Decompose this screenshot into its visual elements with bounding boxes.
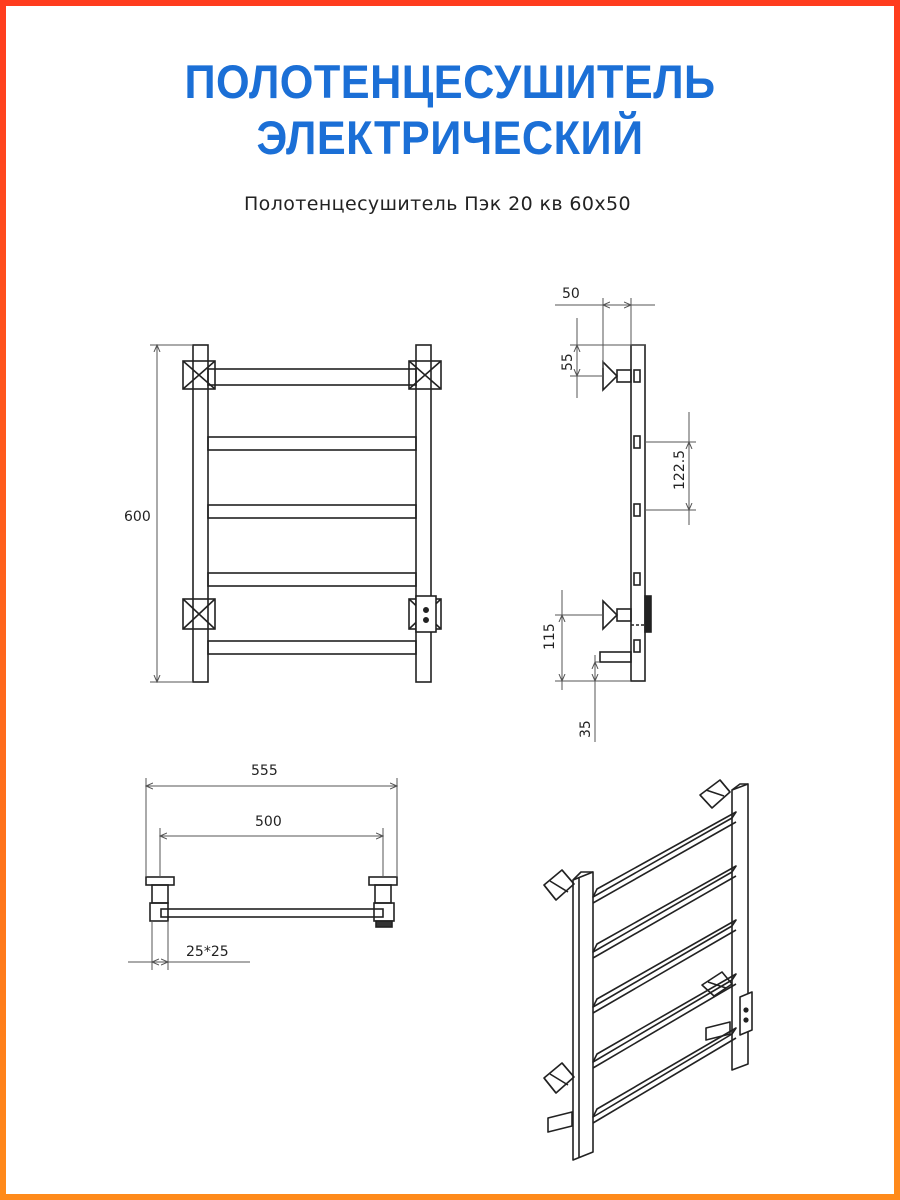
front-bar-4	[208, 573, 416, 586]
front-mount-bottom-left	[183, 599, 215, 629]
iso-mount-bottom-left	[544, 1063, 574, 1093]
side-bar-end-3	[634, 573, 640, 585]
iso-left-post	[573, 872, 593, 1160]
isometric-view	[544, 780, 752, 1160]
side-mount-bottom-stem	[617, 609, 631, 621]
side-dimensions	[555, 298, 696, 742]
title-line-2: ЭЛЕКТРИЧЕСКИЙ	[256, 111, 644, 164]
front-height-label: 600	[124, 509, 151, 525]
top-dimensions	[128, 778, 397, 970]
front-bar-3	[208, 505, 416, 518]
mount-width-label: 500	[255, 814, 282, 830]
top-view-bar	[161, 909, 383, 917]
front-height-dimension	[150, 345, 193, 682]
side-bar-spacing-label: 122.5	[672, 449, 688, 490]
side-depth-label: 50	[562, 286, 580, 302]
side-mount-top-flange	[603, 362, 617, 390]
iso-foot-left	[548, 1112, 572, 1132]
side-bar-end-2	[634, 504, 640, 516]
front-mount-top-left	[183, 361, 215, 389]
overall-width-label: 555	[251, 763, 278, 779]
front-mount-top-right	[409, 361, 441, 389]
title-line-1: ПОЛОТЕНЦЕСУШИТЕЛЬ	[184, 55, 716, 108]
side-bottom-foot	[600, 652, 631, 662]
side-lower-mount-label: 115	[542, 623, 558, 650]
side-mount-top-stem	[617, 370, 631, 382]
profile-size-label: 25*25	[186, 944, 229, 960]
side-post	[631, 345, 645, 681]
side-view	[600, 345, 651, 681]
front-bar-5	[208, 641, 416, 654]
top-heater-cap	[376, 921, 392, 927]
iso-heater-box	[740, 992, 752, 1035]
side-mount-bottom-flange	[603, 601, 617, 629]
product-subtitle: Полотенцесушитель Пэк 20 кв 60х50	[244, 193, 632, 215]
front-view	[183, 345, 441, 682]
front-mount-bottom-right	[409, 596, 441, 632]
iso-mount-bottom-right	[702, 972, 732, 996]
iso-mount-top-left	[544, 870, 574, 900]
top-left-mount-plate	[146, 877, 174, 885]
top-right-mount-plate	[369, 877, 397, 885]
side-bar-end-4	[634, 640, 640, 652]
iso-mount-top-right	[700, 780, 730, 808]
side-top-offset-label: 55	[560, 353, 576, 371]
front-left-post	[193, 345, 208, 682]
iso-bars	[593, 812, 736, 1123]
top-view	[146, 877, 397, 927]
side-bar-end-1	[634, 436, 640, 448]
side-bottom-offset-label: 35	[578, 720, 594, 738]
front-bar-2	[208, 437, 416, 450]
side-heater-box	[645, 596, 651, 632]
front-bar-1	[208, 369, 416, 385]
